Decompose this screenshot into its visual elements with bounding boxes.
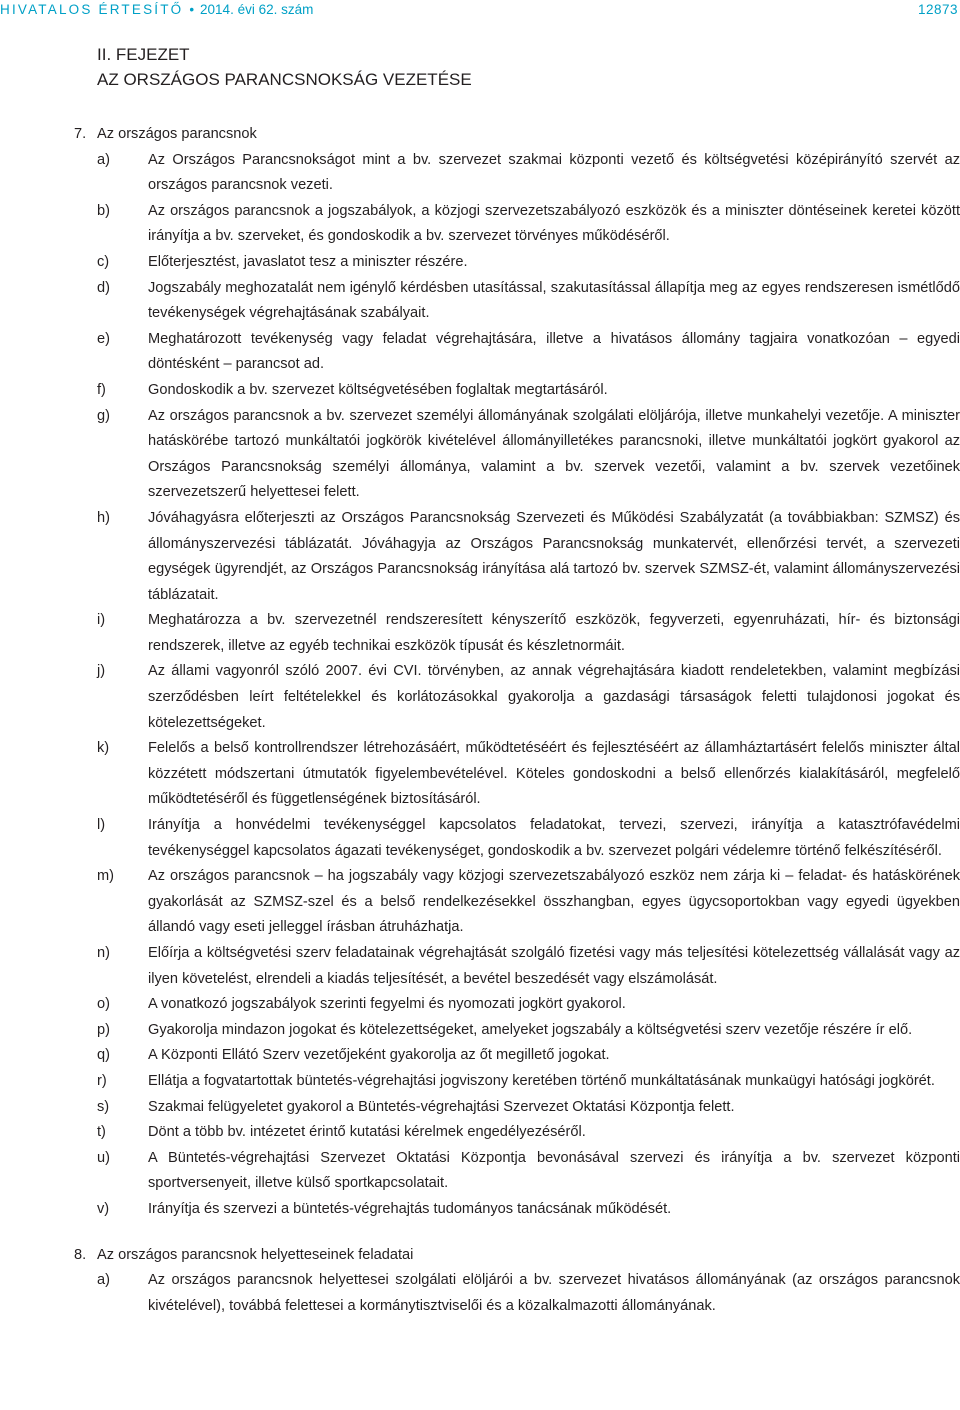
- list-item: [74, 941, 960, 992]
- list-item-text: Az Országos Parancsnokságot mint a bv. szervezet szakmai központi vezető és költségvetési középirányító szervét az országos parancsnok vezeti.: [148, 151, 960, 194]
- list-item-label: c): [97, 253, 110, 270]
- list-item: [74, 1120, 960, 1146]
- list-item-text: Irányítja és szervezi a büntetés-végrehajtás tudományos tanácsának működését.: [148, 1200, 672, 1217]
- section-items: [74, 1268, 960, 1319]
- list-item-text: Meghatározza a bv. szervezetnél rendszeresített kényszerítő eszközök, fegyverzeti, egyenruházati, hír- és biztonsági rendszerek, illetve az egyéb technikai eszközök típusát és készletnormáit.: [148, 612, 960, 654]
- list-item: [74, 659, 960, 736]
- list-item: [74, 1018, 960, 1044]
- list-item: [74, 608, 960, 659]
- list-item-text: Szakmai felügyeletet gyakorol a Büntetés-végrehajtási Szervezet Oktatási Központja felett.: [148, 1098, 735, 1115]
- list-item-text: Irányítja a honvédelmi tevékenységgel kapcsolatos feladatokat, tervezi, szervezi, irányítja a katasztrófavédelmi tevékenységgel kapcsolatos ágazati tevékenységet, gondoskodik a bv. szervezet polgári védelemre történő felkészítéséről.: [148, 817, 960, 859]
- list-item: [74, 404, 960, 506]
- publication-title-line: [0, 2, 313, 17]
- list-item: [74, 1043, 960, 1069]
- list-item-text: Az országos parancsnok – ha jogszabály vagy közjogi szervezetszabályozó eszköz nem zárja ki – feladat- és hatáskörének gyakorlását az SZMSZ-szel és a belső rendelkezésekkel összhangban, egyes ügycsoportokban vagy egyedi ügyekben állandó vagy eseti jelleggel írásban átruházhatja.: [148, 868, 960, 936]
- list-item-label: l): [97, 817, 106, 834]
- list-item-text: A Központi Ellátó Szerv vezetőjeként gyakorolja az őt megillető jogokat.: [148, 1047, 610, 1064]
- list-item-label: r): [97, 1072, 107, 1089]
- list-item: [74, 1069, 960, 1095]
- list-item: [74, 378, 960, 404]
- list-item-label: u): [97, 1149, 110, 1166]
- list-item-text: Az országos parancsnok a jogszabályok, a közjogi szervezetszabályozó eszközök és a miniszter döntéseinek keretei között irányítja a bv. szerveket, és gondoskodik a bv. szervezet törvényes működéséről.: [148, 202, 960, 245]
- list-item: [74, 992, 960, 1018]
- list-item-label: o): [97, 996, 110, 1013]
- list-item-label: s): [97, 1098, 110, 1115]
- list-item-label: n): [97, 945, 110, 961]
- list-item-label: j): [97, 663, 106, 680]
- section-number: 7.: [74, 126, 87, 142]
- list-item: [74, 736, 960, 813]
- section-items: [74, 148, 960, 1223]
- section-title: [74, 1243, 960, 1269]
- list-item: [74, 1146, 960, 1197]
- list-item-text: A vonatkozó jogszabályok szerinti fegyelmi és nyomozati jogkört gyakorol.: [148, 996, 626, 1013]
- list-item: [74, 148, 960, 199]
- list-item-text: Az országos parancsnok helyettesei szolgálati elöljárói a bv. szervezet hivatásos állományának (az országos parancsnok kivételével), továbbá felettesei a kormánytisztviselői és a közalkalmazotti állományának.: [148, 1272, 960, 1314]
- list-item-label: f): [97, 381, 106, 398]
- list-item-label: g): [97, 407, 110, 424]
- list-item-text: Jóváhagyásra előterjeszti az Országos Parancsnokság Szervezeti és Működési Szabályzatát (a továbbiakban: SZMSZ) és állományszervezési táblázatát. Jóváhagyja az Országos Parancsnokság munkatervét, ellenőrzési tervét, a szervezeti egységek ügyrendjét, az Országos Parancsnokság irányítása alá tartozó bv. szervek SZMSZ-ét, valamint állományszervezési táblázatait.: [148, 509, 960, 603]
- list-item: [74, 1268, 960, 1319]
- list-item-label: b): [97, 202, 110, 219]
- list-item-text: Jogszabály meghozatalát nem igénylő kérdésben utasítással, szakutasítással állapítja meg az egyes rendszeresen ismétlődő tevékenységek végrehajtásának szabályait.: [148, 279, 960, 322]
- header-bullet: •: [189, 2, 195, 17]
- document-body: [74, 122, 960, 1319]
- section-gap: [74, 1223, 960, 1243]
- list-item-text: Az országos parancsnok a bv. szervezet személyi állományának szolgálati elöljárója, illetve munkahelyi vezetője. A miniszter hatáskörébe tartozó munkáltatói jogkörök kivételével állományilletékes parancsnoki, illetve munkáltatói jogkört gyakorol az Országos Parancsnokság személyi állománya, valamint a bv. szervek vezetői, valamint a bv. szervek vezetőinek szervezetszerű helyettesei felett.: [148, 407, 960, 501]
- list-item-label: p): [97, 1021, 110, 1038]
- list-item-text: Az állami vagyonról szóló 2007. évi CVI. törvényben, az annak végrehajtására kiadott rendeletekben, valamint megbízási szerződésben leírt feltételekkel és korlátozásokkal gyakorolja a gazdasági társaságok feletti tulajdonosi jogokat és kötelezettségeket.: [148, 663, 960, 731]
- list-item-text: Dönt a több bv. intézetet érintő kutatási kérelmek engedélyezéséről.: [148, 1124, 586, 1141]
- list-item-label: e): [97, 330, 110, 347]
- list-item: [74, 813, 960, 864]
- page-number: 12873: [917, 2, 958, 17]
- section-title-text: Az országos parancsnok: [97, 126, 257, 142]
- list-item-label: h): [97, 509, 110, 526]
- section-8: [74, 1243, 960, 1320]
- list-item-text: Előterjesztést, javaslatot tesz a miniszter részére.: [148, 253, 468, 270]
- list-item-label: k): [97, 740, 110, 757]
- list-item: [74, 276, 960, 327]
- issue-label: 2014. évi 62. szám: [200, 2, 314, 17]
- list-item-text: Gondoskodik a bv. szervezet költségvetésében foglaltak megtartásáról.: [148, 381, 608, 398]
- list-item-label: t): [97, 1124, 106, 1141]
- list-item: [74, 250, 960, 276]
- list-item-text: Előírja a költségvetési szerv feladatainak végrehajtását szolgáló fizetési vagy más teljesítési kötelezettség vállalását vagy az ilyen követelést, elrendeli a kiadás teljesítését, a bevétel beszedését vagy elszámolását.: [148, 945, 960, 987]
- section-title: [74, 122, 960, 148]
- list-item: [74, 1197, 960, 1223]
- section-number: 8.: [74, 1246, 87, 1263]
- list-item: [74, 199, 960, 250]
- chapter-title: AZ ORSZÁGOS PARANCSNOKSÁG VEZETÉSE: [97, 70, 472, 89]
- list-item-label: d): [97, 279, 110, 296]
- section-7: [74, 122, 960, 1223]
- section-title-text: Az országos parancsnok helyetteseinek feladatai: [97, 1246, 414, 1263]
- list-item-text: Felelős a belső kontrollrendszer létrehozásáért, működtetéséért és fejlesztéséért az államháztartásért felelős miniszter által közzétett módszertani útmutatók figyelembevételével. Köteles gondoskodni a belső ellenőrzés kialakításáról, megfelelő működtetéséről és függetlenségének biztosításáról.: [148, 740, 960, 808]
- list-item-text: Ellátja a fogvatartottak büntetés-végrehajtási jogviszony keretében történő munkáltatásának munkaügyi hatósági jogkörét.: [148, 1072, 935, 1089]
- list-item-label: q): [97, 1047, 110, 1064]
- list-item-label: a): [97, 151, 110, 168]
- list-item-text: Meghatározott tevékenység vagy feladat végrehajtására, illetve a hivatásos állomány tagjaira vonatkozóan – egyedi döntésként – parancsot ad.: [148, 330, 960, 373]
- list-item-label: i): [97, 612, 106, 629]
- list-item-text: A Büntetés-végrehajtási Szervezet Oktatási Központja bevonásával szervezi és irányítja a bv. szervezet központi sportversenyeit, illetve külső sportkapcsolatait.: [148, 1149, 960, 1192]
- list-item: [74, 506, 960, 608]
- list-item-label: a): [97, 1272, 110, 1289]
- chapter-number: II. FEJEZET: [97, 45, 190, 64]
- list-item: [74, 327, 960, 378]
- page-header: [0, 0, 960, 22]
- list-item-label: v): [97, 1200, 110, 1217]
- list-item: [74, 1095, 960, 1121]
- list-item: [74, 864, 960, 941]
- list-item-text: Gyakorolja mindazon jogokat és kötelezettségeket, amelyeket jogszabály a költségvetési szerv vezetője részére ír elő.: [148, 1021, 913, 1038]
- list-item-label: m): [97, 868, 115, 885]
- chapter-heading: [97, 42, 472, 92]
- publication-title: HIVATALOS ÉRTESÍTŐ: [0, 2, 184, 17]
